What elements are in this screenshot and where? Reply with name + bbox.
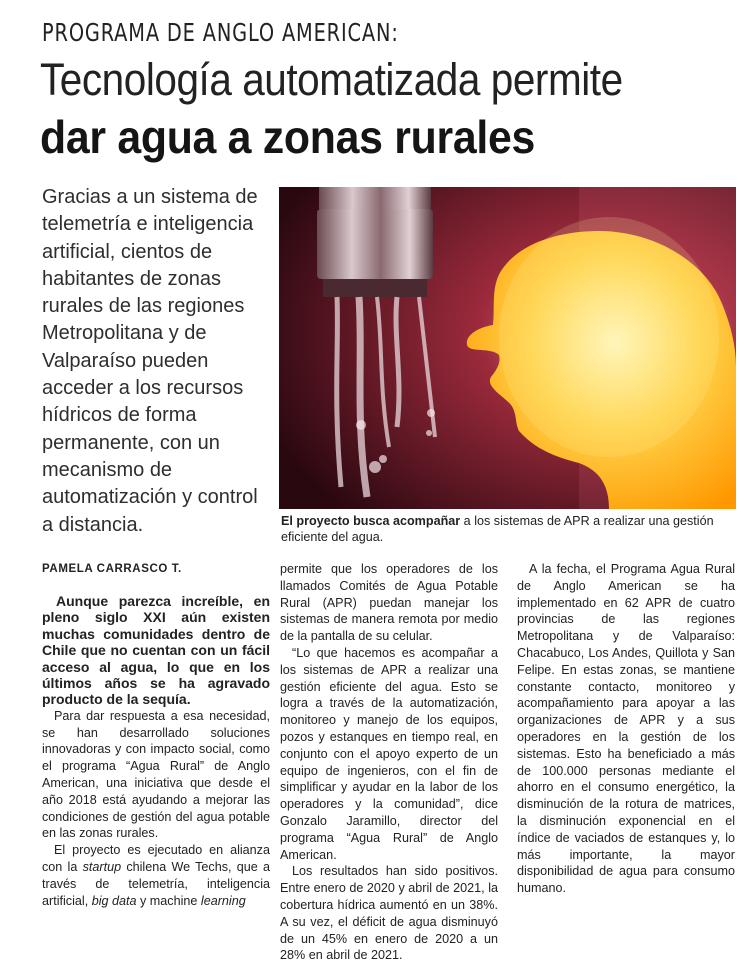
paragraph-4: Los resultados han sido positivos. Entre enero de 2020 y abril de 2021, la cobertura hídrica aumentó en un 38%. A su vez, el déficit de agua disminuyó de un 45% en enero de 2020 a un 28% en abril de 2021. [280, 864, 498, 963]
body-column-3 [517, 561, 735, 897]
paragraph-5: A la fecha, el Programa Agua Rural de Anglo American se ha implementado en 62 APR de cuatro provincias de las regiones Metropolitana y de Valparaíso: Chacabuco, Los Andes, Quillota y San Felipe. En estas zonas, se mantiene constante contacto, monitoreo y acompañamiento para apoyar a las organizaciones de APR y a sus operadores en la gestión de los sistemas. Esto ha beneficiado a más de 100.000 personas mediante el ahorro en el consumo energético, la disminución de la rotura de matrices, la disminución exponencial en el índice de vaciados de estanques y, lo más importante, la mayor disponibilidad de agua para consumo humano. [517, 562, 735, 896]
paragraph-1: Para dar respuesta a esa necesidad, se han desarrollado soluciones innovadoras y con impacto social, como el programa “Agua Rural” de Anglo American, una iniciativa que desde el año 2018 está ayudando a mejorar las condiciones de gestión del agua potable en las zonas rurales. [42, 708, 270, 841]
article-kicker: PROGRAMA DE ANGLO AMERICAN: [42, 18, 399, 47]
tap-pipe [319, 187, 431, 209]
paragraph-3: “Lo que hacemos es acompañar a los sistemas de APR a realizar una gestión eficiente del agua. Esto se logra a través de la automatización, monitoreo y manejo de los equipos, pozos y estanques en tiempo real, en conjunto con el apoyo experto de un equipo de ingenieros, con el fin de simplificar y ayudar en la labor de los operadores y la comunidad”, dice Gonzalo Jaramillo, director del programa “Agua Rural” de Anglo American. [280, 645, 498, 862]
byline: PAMELA CARRASCO T. [42, 563, 182, 575]
paragraph-2-start: El proyecto es ejecutado en alianza con la startup chilena We Techs, que a través de telemetría, inteligencia artificial, big data y machine learning [42, 843, 270, 908]
headline-line-1: Tecnología automatizada permite [40, 54, 623, 105]
lead-paragraph: Aunque parezca increíble, en pleno siglo XXI aún existen muchas comunidades dentro de Chile que no cuentan con un fácil acceso al agua, lo que en los últimos años se ha agravado producto de la sequía. [42, 593, 270, 708]
caption-bold: El proyecto busca acompañar [281, 514, 461, 528]
paragraph-2-end: permite que los operadores de los llamados Comités de Agua Potable Rural (APR) puedan manejar los sistemas de manera remota por medio de la pantalla de su celular. [280, 562, 498, 644]
caption-text: a los sistemas de APR a realizar una gestión eficiente del agua. [281, 514, 714, 544]
article-photo [279, 187, 736, 509]
article-deck [42, 184, 270, 539]
water-tap-illustration [279, 187, 736, 509]
tap-nozzle [317, 209, 433, 279]
headline-line-2: dar agua a zonas rurales [40, 111, 535, 163]
photo-caption [281, 513, 731, 545]
body-column-1 [42, 563, 270, 909]
deck-text: Gracias a un sistema de telemetría e inteligencia artificial, cientos de habitantes de zonas rurales de las regiones Metropolitana y de Valparaíso pueden acceder a los recursos hídricos de forma permanente, con un mecanismo de automatización y control a distancia. [42, 186, 258, 536]
body-column-2 [280, 561, 498, 964]
